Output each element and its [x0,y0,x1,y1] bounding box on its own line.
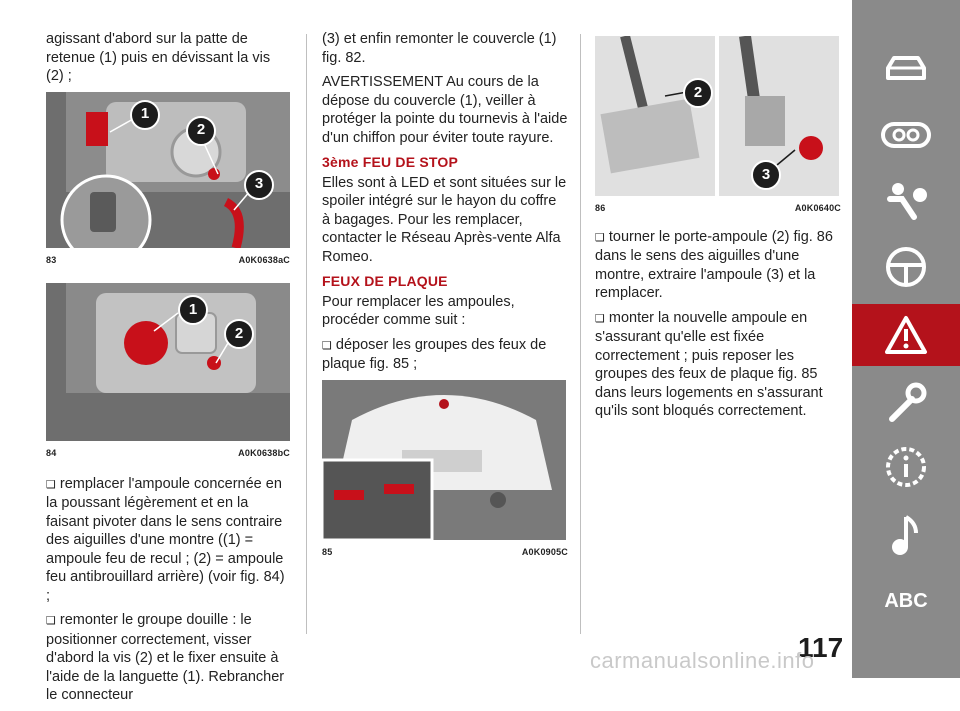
paragraph: Elles sont à LED et sont situées sur le spoiler intégré sur le hayon du coffre à bagages. Pour les remplacer, contacter le Réseau Après-vente Alfa Romeo. [322,174,567,265]
callout-3: 3 [244,170,274,200]
steering-wheel-icon [884,245,928,289]
music-note-icon [886,513,926,557]
figure-code: A0K0640C [794,203,841,213]
car-icon [882,52,930,86]
figure-85-caption [322,543,568,562]
figure-86 [595,36,839,196]
dashboard-icon [881,120,931,150]
instruction-bullet: ❑ remonter le groupe douille : le positionner correctement, visser d'abord la vis (2) et le fixer ensuite à l'aide de la languette (1). Rebrancher le connecteur [46,611,290,705]
index-label: ABC [884,589,928,612]
info-icon [884,445,928,489]
sidebar-item-dashboard[interactable] [852,104,960,166]
instruction-bullet: ❑ déposer les groupes des feux de plaque fig. 85 ; [322,336,568,374]
column-middle [322,30,568,561]
figure-number: 83 [46,254,57,265]
page-number: 117 [798,632,844,663]
paragraph: Pour remplacer les ampoules, procéder comme suit : [322,293,515,328]
sidebar-item-driving[interactable] [852,236,960,298]
warning-text: AVERTISSEMENT Au cours de la dépose du couvercle (1), veiller à protéger la pointe du tournevis à l'aide d'un chiffon pour éviter toute rayure. [322,74,568,146]
figure-code: A0K0638aC [238,254,290,265]
column-right [595,36,841,427]
sidebar-item-emergency[interactable] [852,304,960,366]
figure-85 [322,380,566,540]
instruction-bullet: ❑ tourner le porte-ampoule (2) fig. 86 dans le sens des aiguilles d'une montre, extraire l'ampoule (3) et la remplacer. [595,228,841,303]
figure-number: 84 [46,448,57,458]
callout-3: 3 [751,160,781,190]
instruction-bullet: ❑ monter la nouvelle ampoule en s'assurant qu'elle est fixée correctement ; puis reposer les groupes des feux de plaque fig. 85 dans leurs logements en s'assurant qu'ils sont bloqués correctement. [595,309,841,421]
instruction-bullet: ❑ remplacer l'ampoule concernée en la poussant légèrement et en la faisant pivoter dans le sens contraire des aiguilles d'une montre ((1) = ampoule feu de recul ; (2) = ampoule feu antibrouillard arrière) (voir fig. 84) ; [46,475,290,606]
warning-icon [884,315,928,355]
figure-83 [46,92,290,248]
figure-number: 85 [322,546,333,557]
section-heading: FEUX DE PLAQUE [322,273,448,289]
sidebar-item-car[interactable] [852,38,960,100]
paragraph: (3) et enfin remonter le couvercle (1) fig. 82. [322,31,557,66]
chapter-sidebar [852,0,960,678]
callout-1: 1 [130,100,160,130]
column-divider [580,34,581,634]
sidebar-item-maintenance[interactable] [852,372,960,434]
figure-code: A0K0638bC [238,448,290,458]
figure-86-illustration [595,36,839,196]
airbag-icon [884,181,928,221]
figure-84-caption [46,444,290,463]
callout-2: 2 [186,116,216,146]
column-divider [306,34,307,634]
figure-number: 86 [595,203,606,213]
section-heading: 3ème FEU DE STOP [322,154,458,170]
figure-84-illustration [46,283,290,441]
sidebar-item-safety[interactable] [852,170,960,232]
intro-text: agissant d'abord sur la patte de retenue (1) puis en dévissant la vis (2) ; [46,31,271,84]
figure-83-illustration [46,92,290,248]
figure-code: A0K0905C [521,546,568,557]
sidebar-item-specifications[interactable] [852,436,960,498]
callout-1: 1 [178,295,208,325]
callout-2: 2 [224,319,254,349]
figure-84 [46,283,290,441]
callout-2: 2 [683,78,713,108]
wrench-icon [884,381,928,425]
watermark: carmanualsonline.info [590,648,815,673]
sidebar-item-index[interactable] [852,570,960,632]
figure-83-caption [46,251,290,270]
figure-86-caption [595,199,841,218]
sidebar-item-multimedia[interactable] [852,504,960,566]
column-left [46,30,290,711]
figure-85-illustration [322,380,566,540]
